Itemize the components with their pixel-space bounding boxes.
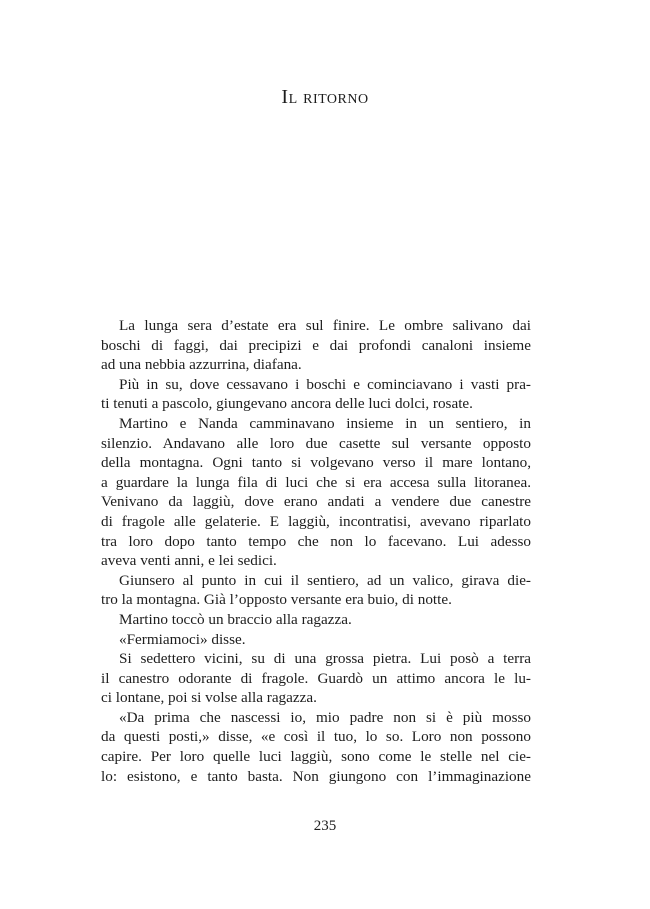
text-line: silenzio. Andavano alle loro due casette sul versante opposto [101, 434, 531, 452]
text-line: lo: esistono, e tanto basta. Non giungono con l’immaginazione [101, 767, 531, 785]
text-line: Si sedettero vicini, su di una grossa pietra. Lui posò a terra [119, 650, 531, 668]
text-line: Venivano da laggiù, dove erano andati a vendere due canestre [101, 493, 531, 511]
chapter-title-text: Il ritorno [281, 86, 369, 108]
page-number: 235 [313, 818, 337, 834]
text-line: «Da prima che nascessi io, mio padre non si è più mosso [119, 708, 531, 726]
text-line: della montagna. Ogni tanto si volgevano verso il mare lontano, [101, 454, 531, 472]
chapter-body [101, 316, 531, 786]
text-line: Martino e Nanda camminavano insieme in un sentiero, in [119, 414, 531, 432]
text-line: ti tenuti a pascolo, giungevano ancora delle luci dolci, rosate. [101, 395, 473, 413]
text-line: ad una nebbia azzurrina, diafana. [101, 356, 302, 374]
text-line: da questi posti,» disse, «e così il tuo, lo so. Loro non possono [101, 728, 531, 746]
text-line: Martino toccò un braccio alla ragazza. [119, 610, 352, 628]
text-line: capire. Per loro quelle luci laggiù, sono come le stelle nel cie- [101, 748, 531, 766]
text-line: ci lontane, poi si volse alla ragazza. [101, 689, 317, 707]
text-line: aveva venti anni, e lei sedici. [101, 552, 277, 570]
text-line: boschi di faggi, dai precipizi e dai profondi canaloni insieme [101, 336, 531, 354]
chapter-title [0, 86, 650, 109]
text-line: tro la montagna. Già l’opposto versante era buio, di notte. [101, 591, 452, 609]
text-line: tra loro dopo tanto tempo che non lo facevano. Lui adesso [101, 532, 531, 550]
text-line: Giunsero al punto in cui il sentiero, ad un valico, girava die- [119, 571, 531, 589]
text-line: di fragole alle gelaterie. E laggiù, incontratisi, avevano riparlato [101, 512, 531, 530]
text-line: La lunga sera d’estate era sul finire. Le ombre salivano dai [119, 317, 531, 334]
text-line: a guardare la lunga fila di luci che si era accesa sulla litoranea. [101, 473, 531, 491]
text-line: «Fermiamoci» disse. [119, 630, 246, 648]
text-line: Più in su, dove cessavano i boschi e cominciavano i vasti pra- [119, 375, 531, 393]
text-line: il canestro odorante di fragole. Guardò un attimo ancora le lu- [101, 669, 531, 687]
